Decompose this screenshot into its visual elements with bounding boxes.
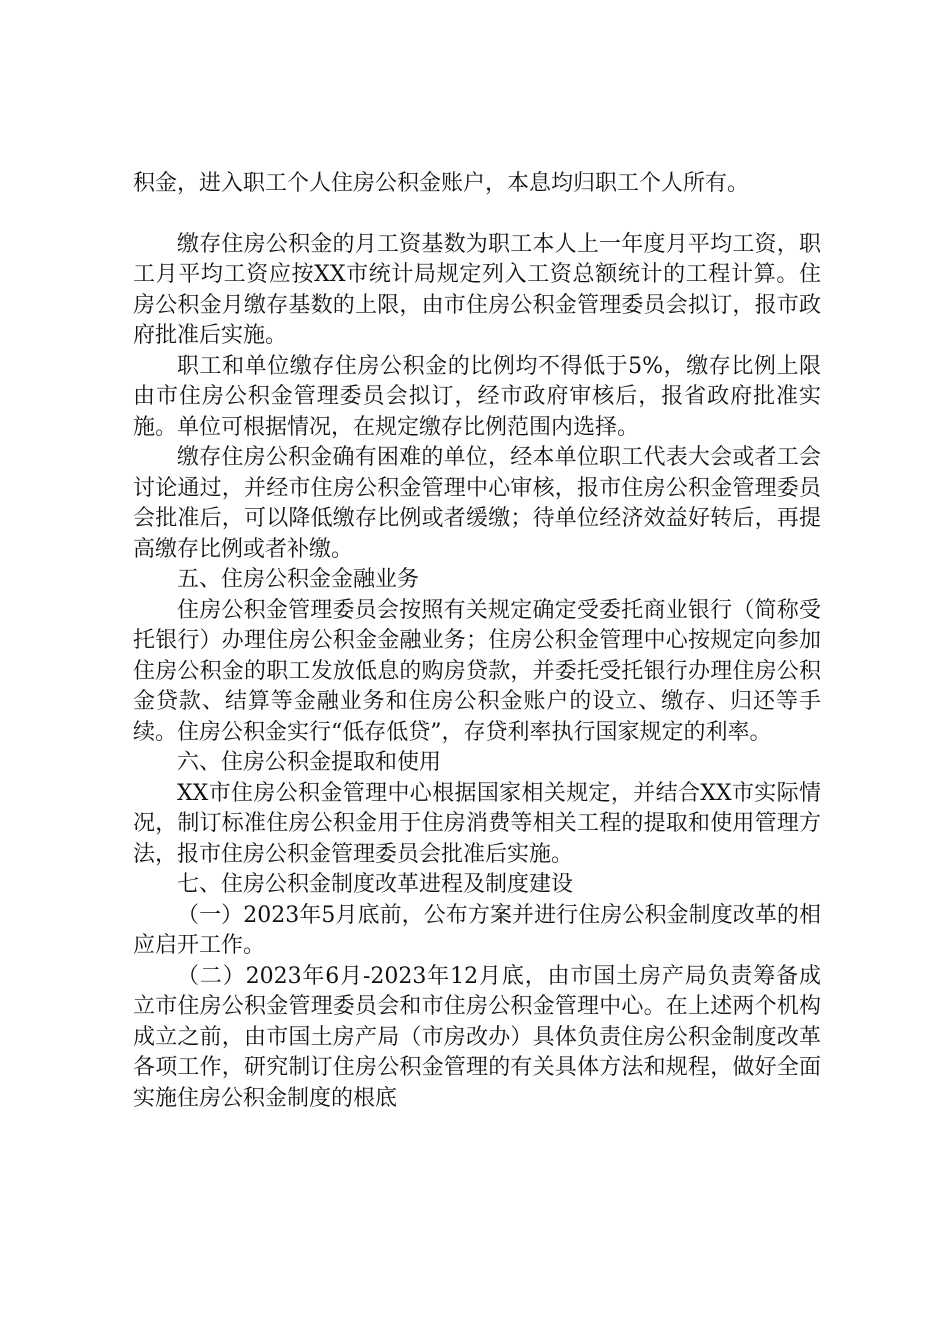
paragraph-step-2: （二）2023年6月-2023年12月底，由市国土房产局负责筹备成立市住房公积金管理委员会和市住房公积金管理中心。在上述两个机构成立之前，由市国土房产局（市房改办）具体负责住房公积金制度改革各项工作，研究制订住房公积金管理的有关具体方法和规程，做好全面实施住房公积金制度的根底 (133, 963, 821, 1111)
document-body (133, 169, 821, 1114)
paragraph-continuation: 积金，进入职工个人住房公积金账户，本息均归职工个人所有。 (133, 171, 750, 196)
section-heading-5: 五、住房公积金金融业务 (177, 567, 420, 592)
paragraph-gap (133, 200, 821, 230)
paragraph-wage-base: 缴存住房公积金的月工资基数为职工本人上一年度月平均工资，职工月平均工资应按XX市统计局规定列入工资总额统计的工程计算。住房公积金月缴存基数的上限，由市住房公积金管理委员会拟订，报市政府批准后实施。 (133, 231, 821, 348)
paragraph-financial-business: 住房公积金管理委员会按照有关规定确定受委托商业银行（简称受托银行）办理住房公积金金融业务；住房公积金管理中心按规定向参加住房公积金的职工发放低息的购房贷款，并委托受托银行办理住房公积金贷款、结算等金融业务和住房公积金账户的设立、缴存、归还等手续。住房公积金实行“低存低贷”，存贷利率执行国家规定的利率。 (133, 597, 821, 745)
paragraph-difficulty-units: 缴存住房公积金确有困难的单位，经本单位职工代表大会或者工会讨论通过，并经市住房公积金管理中心审核，报市住房公积金管理委员会批准后，可以降低缴存比例或者缓缴；待单位经济效益好转后，再提高缴存比例或者补缴。 (133, 445, 821, 562)
paragraph-contribution-ratio: 职工和单位缴存住房公积金的比例均不得低于5%，缴存比例上限由市住房公积金管理委员会拟订，经市政府审核后，报省政府批准实施。单位可根据情况，在规定缴存比例范围内选择。 (133, 353, 821, 440)
section-heading-6: 六、住房公积金提取和使用 (177, 750, 442, 775)
paragraph-withdrawal-use: XX市住房公积金管理中心根据国家相关规定，并结合XX市实际情况，制订标准住房公积金用于住房消费等相关工程的提取和使用管理方法，报市住房公积金管理委员会批准后实施。 (133, 780, 821, 867)
paragraph-step-1: （一）2023年5月底前，公布方案并进行住房公积金制度改革的相应启开工作。 (133, 902, 821, 958)
section-heading-7: 七、住房公积金制度改革进程及制度建设 (177, 872, 574, 897)
